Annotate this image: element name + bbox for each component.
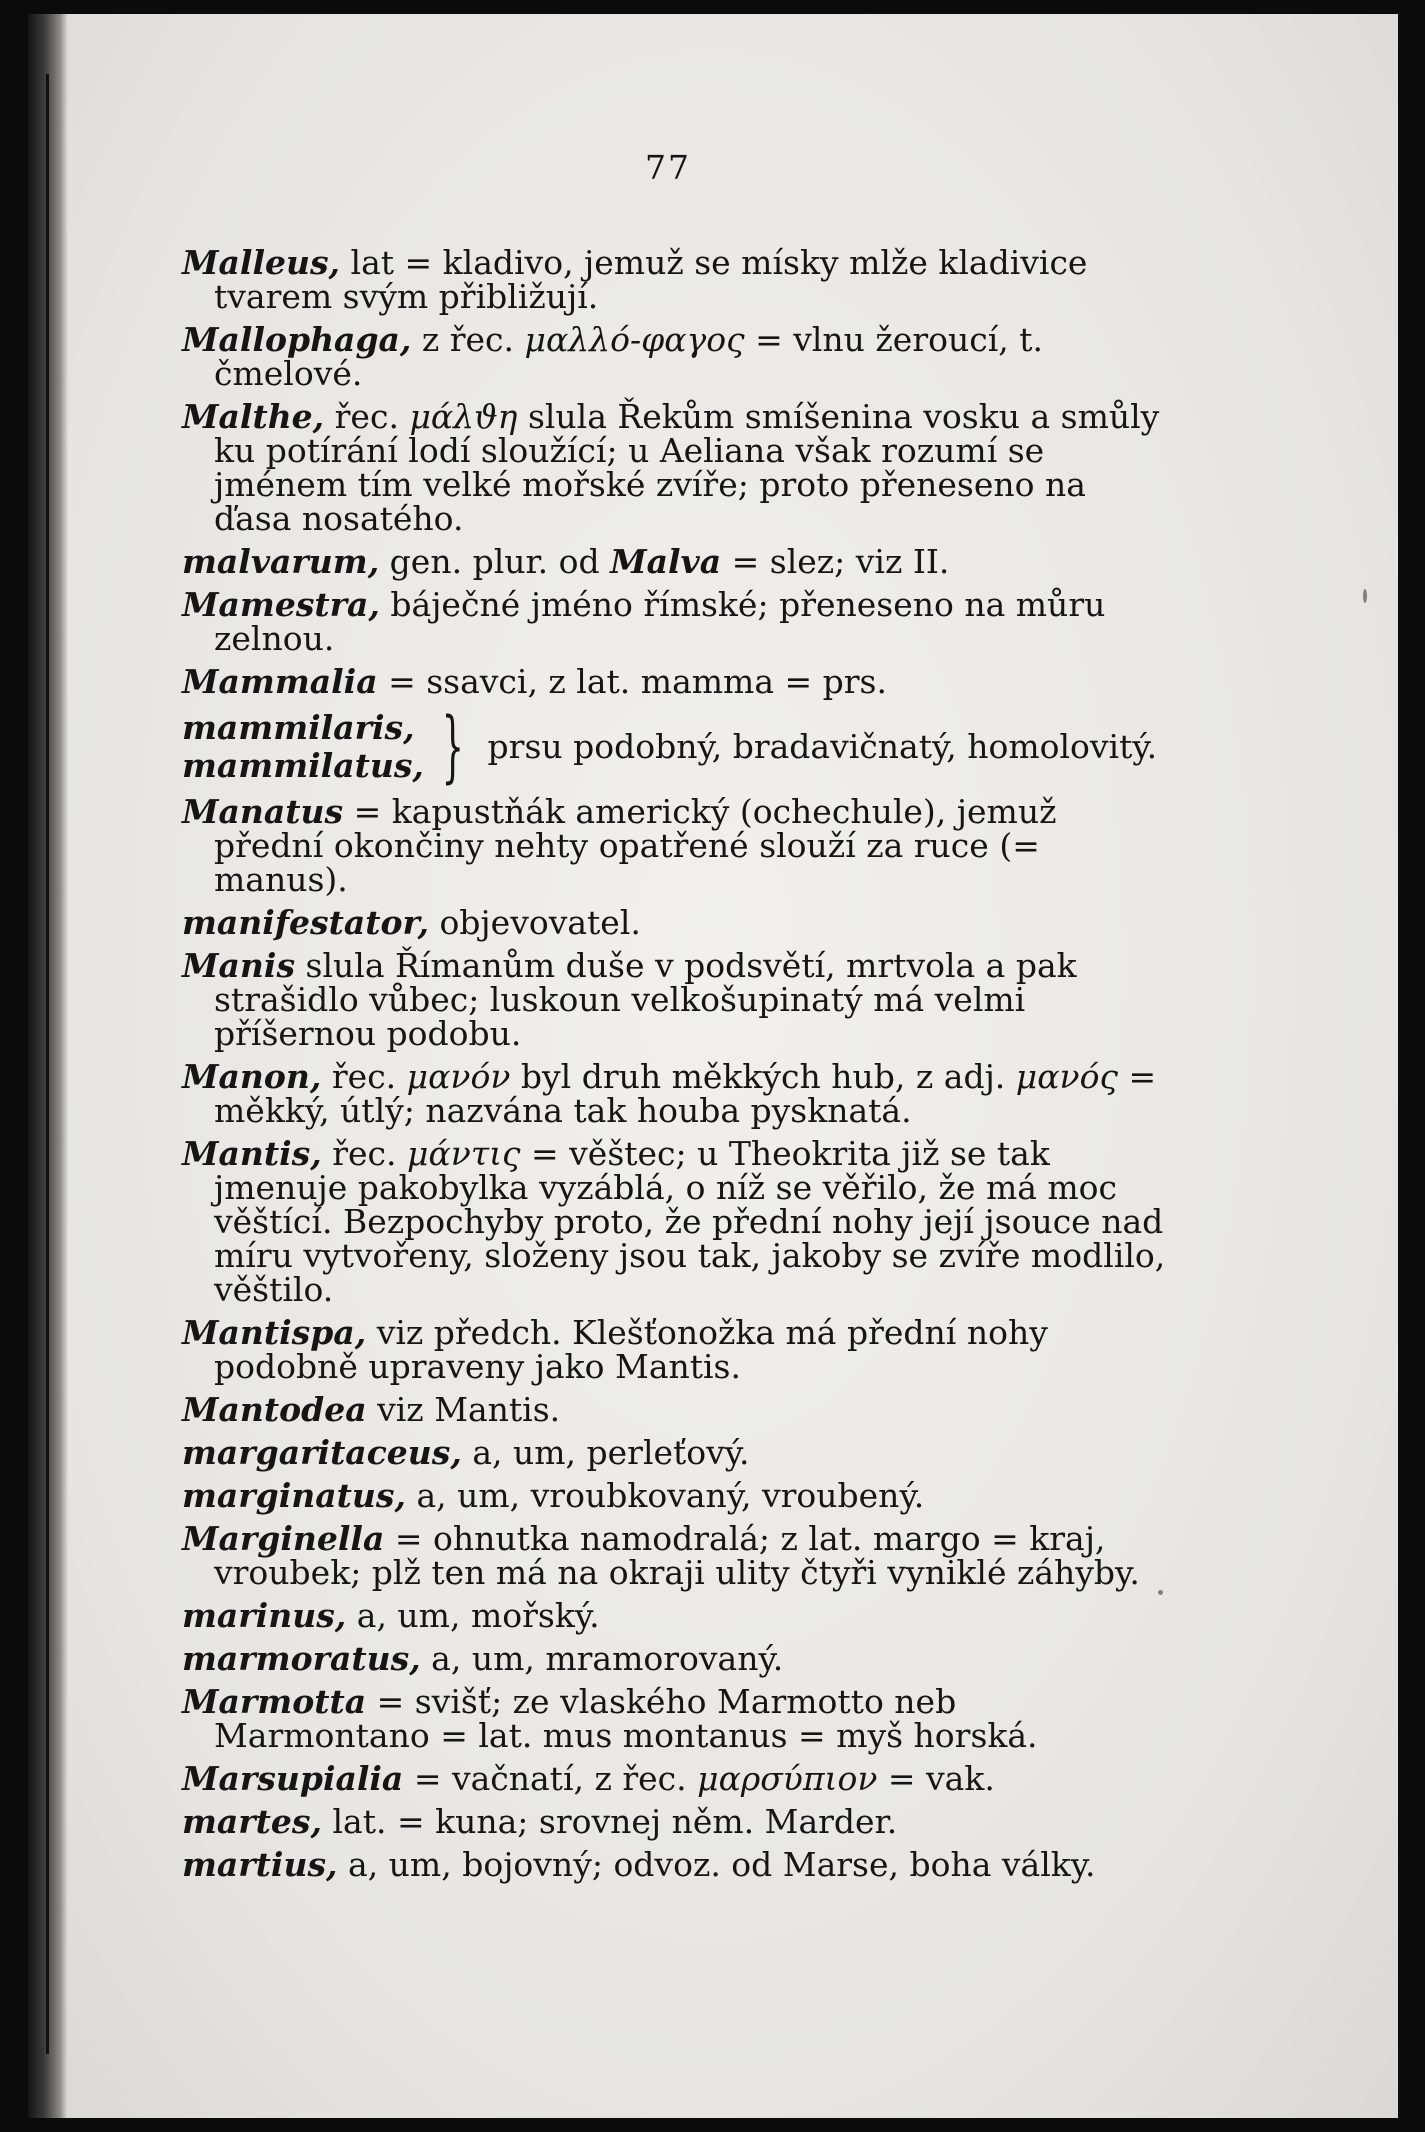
entry-marginatus <box>182 1476 1166 1515</box>
definition: = svišť; ze vlaského Marmotto neb Marmontano = lat. mus montanus = myš horská. <box>214 1682 1038 1755</box>
definition: = ssavci, z lat. mamma = prs. <box>377 662 887 701</box>
definition: řec. <box>321 1134 408 1173</box>
entry-malthe <box>182 397 1166 538</box>
greek-term: μανόν <box>406 1057 511 1096</box>
headword: martius, <box>182 1845 338 1884</box>
headword: Marginella <box>182 1519 385 1558</box>
book-page <box>28 14 1398 2118</box>
headword: marmoratus, <box>182 1639 421 1678</box>
definition: lat. = kuna; srovnej něm. Marder. <box>322 1802 898 1841</box>
headword: malvarum, <box>182 542 380 581</box>
entry-mallophaga <box>182 320 1166 393</box>
definition: slula Římanům duše v podsvětí, mrtvola a pak strašidlo vůbec; luskoun velkošupinatý má velmi příšernou podobu. <box>214 946 1077 1053</box>
headword: Malleus, <box>182 243 341 282</box>
headword: Mantispa, <box>182 1313 367 1352</box>
greek-term: μανός <box>1015 1057 1118 1096</box>
entry-manis <box>182 946 1166 1053</box>
definition: viz Mantis. <box>366 1390 561 1429</box>
greek-term: μαλλό-φαγος <box>524 320 745 359</box>
definition: slula Řekům smíšenina vosku a smůly ku potírání lodí sloužící; u Aeliana však rozumí se jménem tím velké mořské zvíře; proto přeneseno na ďasa nosatého. <box>214 397 1160 538</box>
definition: a, um, mramorovaný. <box>420 1639 784 1678</box>
headword: Manis <box>182 946 296 985</box>
definition: = slez; viz II. <box>721 542 950 581</box>
entry-manatus <box>182 792 1166 899</box>
greek-term: μαρσύπιον <box>697 1759 878 1798</box>
headword: martes, <box>182 1802 322 1841</box>
definition: a, um, bojovný; odvoz. od Marse, boha války. <box>337 1845 1096 1884</box>
entry-marmotta <box>182 1682 1166 1755</box>
headword: manifestator, <box>182 903 429 942</box>
headword: marginatus, <box>182 1476 406 1515</box>
definition: a, um, mořský. <box>346 1596 600 1635</box>
definition: gen. plur. od <box>379 542 611 581</box>
entry-marinus <box>182 1596 1166 1635</box>
headword: Mantodea <box>182 1390 367 1429</box>
entry-manifestator <box>182 903 1166 942</box>
definition: řec. <box>321 1057 407 1096</box>
headword: mammilaris, <box>182 708 415 747</box>
definition: = vačnatí, z řec. <box>403 1759 698 1798</box>
latin-term: Malva <box>610 542 722 581</box>
definition: byl druh měkkých hub, z adj. <box>510 1057 1016 1096</box>
entry-marginella <box>182 1519 1166 1592</box>
entry-mammilaris-mammilatus <box>182 702 1166 792</box>
definition: = věštec; u Theokrita již se tak jmenuje pakobylka vyzáblá, o níž se věřilo, že má moc věštící. Bezpochyby proto, že přední nohy její jsouce nad míru vytvořeny, složeny jsou tak, jakoby se zvíře modlilo, věštilo. <box>214 1134 1166 1309</box>
definition: a, um, perleťový. <box>461 1433 750 1472</box>
definition: řec. <box>324 397 410 436</box>
entry-mamestra <box>182 585 1166 658</box>
entry-marmoratus <box>182 1639 1166 1678</box>
headword: Mammalia <box>182 662 378 701</box>
entry-malleus <box>182 243 1166 316</box>
definition: = měkký, útlý; nazvána tak houba pysknatá. <box>214 1057 1157 1130</box>
definition: lat = kladivo, jemuž se mísky mlže kladivice tvarem svým přibližují. <box>214 243 1088 316</box>
definition: báječné jméno římské; přeneseno na můru zelnou. <box>214 585 1106 658</box>
brace-symbol: } <box>441 702 464 792</box>
definition: prsu podobný, bradavičnatý, homolovitý. <box>487 727 1158 766</box>
headword: Manatus <box>182 792 344 831</box>
entry-manon <box>182 1057 1166 1130</box>
page-number: 77 <box>645 148 691 187</box>
definition: z řec. <box>411 320 525 359</box>
entry-margaritaceus <box>182 1433 1166 1472</box>
definition: viz předch. Klešťonožka má přední nohy podobně upraveny jako Mantis. <box>214 1313 1048 1386</box>
entry-mantodea <box>182 1390 1166 1429</box>
greek-term: μάλϑη <box>409 397 518 436</box>
headword: mammilatus, <box>182 746 424 785</box>
binding-thread <box>46 74 49 2054</box>
entry-marsupialia <box>182 1759 1166 1798</box>
dictionary-entries <box>182 243 1166 1891</box>
paired-headwords <box>182 709 424 785</box>
headword: Marsupialia <box>182 1759 404 1798</box>
headword: margaritaceus, <box>182 1433 462 1472</box>
definition: = vak. <box>877 1759 995 1798</box>
definition: = vlnu žeroucí, t. čmelové. <box>214 320 1043 393</box>
headword: Mamestra, <box>182 585 380 624</box>
definition: a, um, vroubkovaný, vroubený. <box>405 1476 925 1515</box>
definition: = ohnutka namodralá; z lat. margo = kraj, vroubek; plž ten má na okraji ulity čtyři vyniklé záhyby. <box>214 1519 1140 1592</box>
entry-mantispa <box>182 1313 1166 1386</box>
paper-speck <box>1363 589 1367 603</box>
greek-term: μάντις <box>407 1134 521 1173</box>
definition: = kapustňák americký (ochechule), jemuž přední okončiny nehty opatřené slouží za ruce (= manus). <box>214 792 1057 899</box>
entry-martes <box>182 1802 1166 1841</box>
entry-martius <box>182 1845 1166 1884</box>
entry-mammalia <box>182 662 1166 701</box>
headword: Mantis, <box>182 1134 322 1173</box>
headword: Marmotta <box>182 1682 367 1721</box>
headword: Manon, <box>182 1057 322 1096</box>
paper-speck <box>1158 1590 1163 1595</box>
definition: objevovatel. <box>428 903 641 942</box>
entry-malvarum <box>182 542 1166 581</box>
headword: Malthe, <box>182 397 325 436</box>
headword: marinus, <box>182 1596 347 1635</box>
entry-mantis <box>182 1134 1166 1309</box>
headword: Mallophaga, <box>182 320 412 359</box>
